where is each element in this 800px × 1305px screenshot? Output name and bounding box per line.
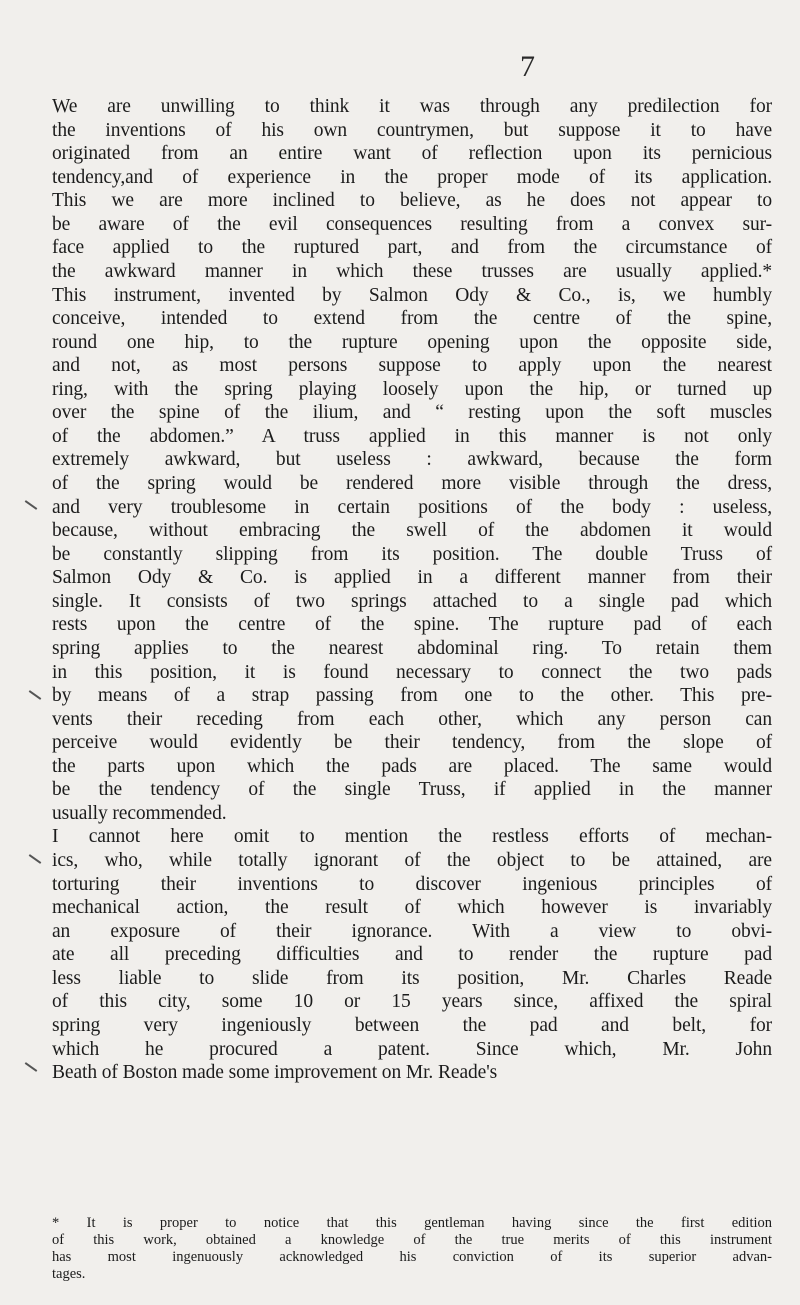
text-line: perceive would evidently be their tendency, from the slope of	[52, 732, 772, 754]
text-line: We are unwilling to think it was through any predilection for	[52, 96, 772, 117]
text-line: which he procured a patent. Since which, Mr. John	[52, 1038, 772, 1060]
text-line: torturing their inventions to discover ingenious principles of	[52, 873, 772, 895]
text-line: an exposure of their ignorance. With a view to obvi-	[52, 920, 772, 942]
text-line: rests upon the centre of the spine. The rupture pad of each	[52, 614, 772, 636]
text-line: ate all preceding difficulties and to render the rupture pad	[52, 944, 772, 966]
text-line: be aware of the evil consequences resulting from a convex sur-	[52, 213, 772, 235]
text-line: Salmon Ody & Co. is applied in a different manner from their	[52, 567, 772, 589]
text-line: the inventions of his own countrymen, but suppose it to have	[52, 119, 772, 141]
text-line: tendency,and of experience in the proper mode of its application.	[52, 166, 772, 188]
text-line: single. It consists of two springs attached to a single pad which	[52, 590, 772, 612]
text-line: extremely awkward, but useless : awkward, because the form	[52, 449, 772, 471]
margin-mark	[25, 500, 38, 510]
footnote-line: tages.	[52, 1266, 86, 1282]
text-line: mechanical action, the result of which however is invariably	[52, 897, 772, 919]
text-line: the awkward manner in which these trusses are usually applied.*	[52, 260, 772, 282]
text-line: Beath of Boston made some improvement on Mr. Reade's	[52, 1062, 498, 1084]
text-line: and very troublesome in certain positions of the body : useless,	[52, 496, 772, 518]
text-line: be the tendency of the single Truss, if applied in the manner	[52, 779, 772, 801]
margin-mark	[29, 854, 42, 864]
text-line: by means of a strap passing from one to the other. This pre-	[52, 685, 772, 707]
text-line: in this position, it is found necessary to connect the two pads	[52, 661, 772, 683]
text-line: of the spring would be rendered more visible through the dress,	[52, 473, 772, 494]
text-line: ics, who, while totally ignorant of the object to be attained, are	[52, 850, 772, 871]
text-line: face applied to the ruptured part, and from the circumstance of	[52, 237, 772, 259]
text-line: vents their receding from each other, which any person can	[52, 708, 772, 730]
body-text	[52, 95, 772, 1085]
text-line: because, without embracing the swell of the abdomen it would	[52, 520, 772, 542]
text-line: round one hip, to the rupture opening upon the opposite side,	[52, 331, 772, 353]
text-line: conceive, intended to extend from the centre of the spine,	[52, 308, 772, 330]
text-line: This we are more inclined to believe, as he does not appear to	[52, 190, 772, 212]
text-line: and not, as most persons suppose to apply upon the nearest	[52, 355, 772, 377]
text-line: spring very ingeniously between the pad and belt, for	[52, 1014, 772, 1036]
text-line: This instrument, invented by Salmon Ody & Co., is, we humbly	[52, 284, 772, 306]
text-line: of the abdomen.” A truss applied in this manner is not only	[52, 425, 772, 447]
text-line: of this city, some 10 or 15 years since, affixed the spiral	[52, 991, 772, 1013]
text-line: the parts upon which the pads are placed. The same would	[52, 755, 772, 777]
text-line: less liable to slide from its position, Mr. Charles Reade	[52, 967, 772, 989]
page-number: 7	[520, 50, 535, 83]
text-line: be constantly slipping from its position. The double Truss of	[52, 543, 772, 565]
text-line: I cannot here omit to mention the restless efforts of mechan-	[52, 826, 772, 848]
text-line: ring, with the spring playing loosely upon the hip, or turned up	[52, 378, 772, 400]
footnote-line: has most ingenuously acknowledged his conviction of its superior advan-	[52, 1249, 772, 1265]
footnote	[52, 1215, 772, 1283]
text-line: spring applies to the nearest abdominal ring. To retain them	[52, 637, 772, 659]
footnote-line: * It is proper to notice that this gentleman having since the first edition	[52, 1215, 772, 1231]
footnote-line: of this work, obtained a knowledge of the true merits of this instrument	[52, 1232, 772, 1248]
text-line: usually recommended.	[52, 802, 227, 824]
margin-mark	[29, 690, 42, 700]
text-line: originated from an entire want of reflection upon its pernicious	[52, 143, 772, 165]
text-line: over the spine of the ilium, and “ resting upon the soft muscles	[52, 402, 772, 424]
margin-mark	[25, 1062, 38, 1072]
